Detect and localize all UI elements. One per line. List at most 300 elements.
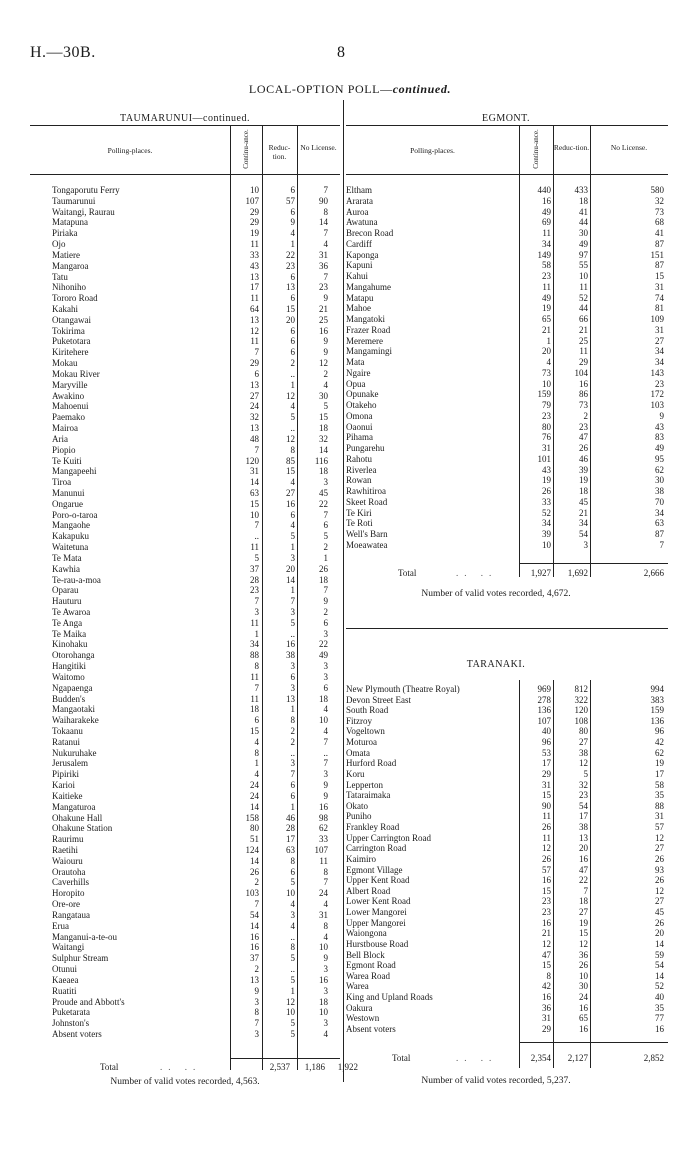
polling-place: Kakahi	[52, 304, 78, 315]
table-row	[52, 813, 340, 823]
polling-place: Hurstbouse Road	[346, 938, 409, 949]
table-row	[346, 508, 668, 518]
reduction-votes: 10	[579, 970, 588, 981]
continuance-votes: 43	[250, 260, 259, 271]
no-license-votes: 580	[650, 185, 664, 195]
no-license-votes: 3	[323, 628, 328, 639]
continuance-votes: 29	[542, 768, 551, 779]
right-head-places: Polling-places.	[410, 146, 455, 155]
polling-place: Te Roti	[346, 518, 373, 529]
polling-place: Rahotu	[346, 453, 372, 464]
polling-place: Kahui	[346, 271, 368, 281]
continuance-votes: 3	[254, 996, 259, 1007]
polling-place: Kapuni	[346, 260, 373, 271]
reduction-votes: 7	[290, 769, 295, 780]
polling-place: Mangaturoa	[52, 801, 96, 812]
table-row	[346, 726, 668, 736]
no-license-votes: 3	[323, 1018, 328, 1029]
table-row	[346, 432, 668, 442]
no-license-votes: 98	[319, 812, 328, 823]
continuance-votes: 29	[250, 358, 259, 369]
continuance-votes: 17	[542, 758, 551, 769]
polling-place: Te Mata	[52, 552, 82, 563]
continuance-votes: 24	[250, 401, 259, 412]
reduction-votes: 4	[290, 920, 295, 931]
reduction-votes: 433	[574, 185, 588, 195]
table-row	[52, 953, 340, 963]
continuance-votes: 11	[250, 693, 259, 704]
no-license-votes: 3	[323, 661, 328, 672]
no-license-votes: 34	[655, 357, 664, 367]
polling-place: Awatuna	[346, 217, 378, 228]
table-row	[52, 358, 340, 368]
reduction-votes: 38	[579, 822, 588, 833]
polling-place: Waiharakeke	[52, 715, 99, 726]
continuance-votes: 96	[542, 737, 551, 748]
polling-place: Mangaotaki	[52, 704, 95, 715]
continuance-votes: 103	[245, 888, 259, 899]
table-row	[346, 950, 668, 960]
continuance-votes: 31	[542, 443, 551, 453]
continuance-votes: 32	[250, 412, 259, 423]
polling-place: Absent voters	[52, 1028, 102, 1039]
reduction-votes: 15	[579, 928, 588, 939]
reduction-votes: 49	[579, 238, 588, 249]
table-row	[346, 411, 668, 421]
polling-place: Te-rau-a-moa	[52, 574, 101, 585]
table-row	[52, 856, 340, 866]
reduction-votes: 30	[579, 981, 588, 992]
reduction-votes: 3	[290, 606, 295, 617]
table-row	[52, 845, 340, 855]
no-license-votes: 7	[323, 585, 328, 596]
polling-place: Waitangi	[52, 942, 85, 953]
no-license-votes: 31	[319, 909, 328, 920]
polling-place: Puniho	[346, 811, 372, 822]
continuance-votes: 14	[250, 801, 259, 812]
reduction-votes: 57	[286, 195, 295, 206]
continuance-votes: 76	[542, 432, 551, 443]
table-row	[346, 907, 668, 917]
no-license-votes: 49	[319, 650, 328, 661]
no-license-votes: 16	[655, 1023, 664, 1034]
polling-place: Mahoe	[346, 303, 371, 314]
continuance-votes: 43	[542, 464, 551, 475]
continuance-votes: 15	[542, 790, 551, 801]
reduction-votes: 21	[579, 324, 588, 335]
reduction-votes: 65	[579, 1013, 588, 1024]
continuance-votes: 53	[542, 747, 551, 758]
left-head-places: Polling-places.	[107, 146, 153, 155]
table-row	[346, 379, 668, 389]
no-license-votes: 143	[650, 367, 664, 378]
polling-place: Fitzroy	[346, 715, 372, 726]
reduction-votes: 5	[290, 877, 295, 888]
continuance-votes: 73	[542, 367, 551, 378]
continuance-votes: 16	[250, 942, 259, 953]
polling-place: Raetihi	[52, 845, 78, 856]
continuance-votes: 21	[542, 928, 551, 939]
no-license-votes: 87	[655, 260, 664, 271]
table-row	[346, 971, 668, 981]
no-license-votes: 18	[319, 996, 328, 1007]
reduction-votes: 23	[579, 790, 588, 801]
polling-place: Albert Road	[346, 885, 391, 896]
no-license-votes: 62	[655, 464, 664, 475]
table-row	[346, 400, 668, 410]
continuance-votes: 48	[250, 433, 259, 444]
polling-place: Sulphur Stream	[52, 953, 109, 964]
head-rule-left	[30, 174, 340, 175]
continuance-votes: 159	[537, 389, 551, 400]
table-row	[346, 303, 668, 313]
table-row	[346, 833, 668, 843]
continuance-votes: 5	[254, 552, 259, 563]
no-license-votes: 6	[323, 682, 328, 693]
table-row	[346, 368, 668, 378]
continuance-votes: 27	[250, 390, 259, 401]
continuance-votes: 120	[245, 455, 259, 466]
reduction-votes: 45	[579, 496, 588, 507]
polling-place: Eltham	[346, 185, 372, 195]
table-row	[52, 282, 340, 292]
table-row	[52, 867, 340, 877]
polling-place: Lower Mangorei	[346, 907, 407, 918]
polling-place: Oakura	[346, 1002, 373, 1013]
reduction-votes: 38	[286, 650, 295, 661]
reduction-votes: 3	[290, 552, 295, 563]
continuance-votes: 23	[542, 907, 551, 918]
no-license-votes: 18	[319, 423, 328, 434]
no-license-votes: 63	[655, 518, 664, 529]
polling-place: Ratanui	[52, 736, 80, 747]
right-head-cont: Continu-ance.	[532, 129, 540, 169]
no-license-votes: 34	[655, 346, 664, 357]
no-license-votes: 26	[655, 875, 664, 886]
left-total-row: Total .. .. 2,537 1,186 1,922	[100, 1062, 358, 1072]
no-license-votes: 6	[323, 617, 328, 628]
table-row	[52, 607, 340, 617]
polling-place: Otorohanga	[52, 650, 95, 661]
polling-place: Cardiff	[346, 238, 372, 249]
no-license-votes: 32	[655, 195, 664, 206]
no-license-votes: 7	[323, 758, 328, 769]
polling-place: Mangamingi	[346, 346, 392, 357]
continuance-votes: 65	[542, 314, 551, 324]
table-row	[346, 443, 668, 453]
continuance-votes: 16	[542, 991, 551, 1002]
polling-place: Opua	[346, 378, 366, 389]
polling-place: Puketarata	[52, 1007, 90, 1018]
no-license-votes: 25	[319, 314, 328, 325]
table-row	[346, 346, 668, 356]
right-section2-title: TARANAKI.	[466, 659, 526, 670]
no-license-votes: 32	[319, 433, 328, 444]
no-license-votes: 83	[655, 432, 664, 443]
continuance-votes: 2	[254, 964, 259, 975]
continuance-votes: 23	[542, 896, 551, 907]
no-license-votes: 10	[319, 715, 328, 726]
continuance-votes: 42	[542, 981, 551, 992]
table-row	[52, 520, 340, 530]
reduction-votes: 12	[286, 433, 295, 444]
table-row	[52, 997, 340, 1007]
reduction-votes: 5	[583, 768, 588, 779]
no-license-votes: 45	[655, 907, 664, 918]
no-license-votes: 2	[323, 542, 328, 553]
polling-place: Mangapeehi	[52, 466, 97, 477]
reduction-votes: 13	[286, 693, 295, 704]
no-license-votes: 68	[655, 217, 664, 228]
reduction-votes: 24	[579, 991, 588, 1002]
table-row	[346, 854, 668, 864]
no-license-votes: 2	[323, 606, 328, 617]
no-license-votes: 15	[319, 412, 328, 423]
continuance-votes: 34	[542, 518, 551, 529]
table-row	[346, 981, 668, 991]
table-row	[346, 239, 668, 249]
table-row	[346, 422, 668, 432]
reduction-votes: 6	[290, 336, 295, 347]
reduction-votes: ..	[290, 964, 295, 975]
table-row	[52, 412, 340, 422]
no-license-votes: 3	[323, 985, 328, 996]
table-row	[346, 389, 668, 399]
polling-place: Frazer Road	[346, 324, 391, 335]
no-license-votes: 8	[323, 866, 328, 877]
table-row	[346, 1024, 668, 1034]
polling-place: Moturoa	[346, 737, 377, 748]
polling-place: Ore-ore	[52, 899, 80, 910]
polling-place: Warea	[346, 981, 369, 992]
no-license-votes: 87	[655, 529, 664, 539]
continuance-votes: 26	[542, 853, 551, 864]
polling-place: Te Maika	[52, 628, 87, 639]
reduction-votes: 3	[583, 539, 588, 550]
no-license-votes: 5	[323, 531, 328, 542]
reduction-votes: 27	[579, 907, 588, 918]
table-row	[52, 499, 340, 509]
no-license-votes: 10	[319, 1007, 328, 1018]
polling-place: Te Kiri	[346, 507, 372, 518]
table-row	[52, 510, 340, 520]
polling-place: Mairoa	[52, 423, 78, 434]
polling-place: Te Awaroa	[52, 606, 91, 617]
continuance-votes: 49	[542, 292, 551, 303]
right-head-nol: No License.	[610, 143, 648, 152]
continuance-votes: 15	[542, 960, 551, 971]
page-title: LOCAL-OPTION POLL—continued.	[248, 82, 452, 96]
polling-place: Kaitieke	[52, 790, 83, 801]
continuance-votes: 24	[250, 790, 259, 801]
polling-place: Matapu	[346, 292, 374, 303]
table-row	[346, 1003, 668, 1013]
continuance-votes: 440	[537, 185, 551, 195]
reduction-votes: 8	[290, 855, 295, 866]
polling-place: Vogeltown	[346, 726, 385, 737]
no-license-votes: 21	[319, 304, 328, 315]
continuance-votes: 11	[542, 811, 551, 822]
no-license-votes: 8	[323, 206, 328, 217]
reduction-votes: 63	[286, 845, 295, 856]
polling-place: Lower Kent Road	[346, 896, 411, 907]
table-row	[52, 380, 340, 390]
polling-place: Ngapaenga	[52, 682, 93, 693]
reduction-votes: 6	[290, 671, 295, 682]
table-row	[52, 553, 340, 563]
reduction-votes: 1	[290, 542, 295, 553]
polling-place: Te Kuiti	[52, 455, 82, 466]
table-row	[346, 811, 668, 821]
polling-place: Mata	[346, 357, 365, 367]
continuance-votes: 23	[542, 410, 551, 421]
polling-place: Upper Carrington Road	[346, 832, 431, 843]
table-row	[52, 672, 340, 682]
continuance-votes: 11	[542, 228, 551, 238]
no-license-votes: 4	[323, 239, 328, 250]
polling-place: Kawhia	[52, 563, 80, 574]
polling-place: New Plymouth (Theatre Royal)	[346, 684, 460, 694]
table-row	[52, 888, 340, 898]
table-row	[52, 217, 340, 227]
reduction-votes: 4	[290, 477, 295, 488]
polling-place: Mahoenui	[52, 401, 89, 412]
polling-place: Waitomo	[52, 671, 85, 682]
reduction-votes: 16	[579, 853, 588, 864]
polling-place: Riverlea	[346, 464, 377, 475]
table-row	[346, 282, 668, 292]
table-row	[52, 531, 340, 541]
no-license-votes: 23	[319, 282, 328, 293]
no-license-votes: 19	[655, 758, 664, 769]
polling-place: Oaonui	[346, 421, 373, 432]
polling-place: Maryville	[52, 379, 88, 390]
continuance-votes: 34	[250, 639, 259, 650]
reduction-votes: 20	[286, 314, 295, 325]
continuance-votes: 16	[542, 195, 551, 206]
polling-place: Westown	[346, 1013, 380, 1024]
continuance-votes: 13	[250, 271, 259, 282]
polling-place: Matiere	[52, 249, 80, 260]
no-license-votes: 7	[323, 185, 328, 195]
table-row	[52, 336, 340, 346]
continuance-votes: 29	[542, 1023, 551, 1034]
reduction-votes: 20	[286, 563, 295, 574]
no-license-votes: 7	[323, 228, 328, 239]
continuance-votes: 8	[254, 747, 259, 758]
polling-place: Ngaire	[346, 367, 371, 378]
left-head-nol: No License.	[300, 143, 337, 152]
polling-place: Auroa	[346, 206, 369, 217]
continuance-votes: 26	[542, 486, 551, 496]
reduction-votes: 20	[579, 843, 588, 854]
reduction-votes: 12	[579, 938, 588, 949]
reduction-votes: 34	[579, 518, 588, 529]
reduction-votes: 6	[290, 790, 295, 801]
polling-place: Johnston's	[52, 1018, 90, 1029]
polling-place: Kaeaea	[52, 974, 79, 985]
polling-place: Pipiriki	[52, 769, 80, 780]
table-row	[346, 497, 668, 507]
reduction-votes: 17	[579, 811, 588, 822]
reduction-votes: 29	[579, 357, 588, 367]
no-license-votes: 3	[323, 769, 328, 780]
table-row	[346, 928, 668, 938]
reduction-votes: 18	[579, 486, 588, 496]
no-license-votes: 57	[655, 822, 664, 833]
continuance-votes: 7	[254, 347, 259, 358]
reduction-votes: 54	[579, 529, 588, 539]
page-number: 8	[337, 44, 345, 61]
continuance-votes: 278	[537, 694, 551, 705]
polling-place: Tokirima	[52, 325, 85, 336]
continuance-votes: 124	[245, 845, 259, 856]
top-rule-right	[346, 125, 668, 126]
no-license-votes: 41	[655, 228, 664, 238]
no-license-votes: 15	[655, 271, 664, 281]
no-license-votes: 40	[655, 991, 664, 1002]
table-row	[52, 769, 340, 779]
reduction-votes: 26	[579, 443, 588, 453]
polling-place: Waiongona	[346, 928, 387, 939]
continuance-votes: 11	[250, 617, 259, 628]
polling-place: Pungarehu	[346, 443, 385, 453]
reduction-votes: 12	[286, 390, 295, 401]
no-license-votes: 107	[314, 845, 328, 856]
reduction-votes: 6	[290, 206, 295, 217]
no-license-votes: 17	[655, 768, 664, 779]
reduction-votes: ..	[290, 747, 295, 758]
reduction-votes: 30	[579, 228, 588, 238]
no-license-votes: 27	[655, 335, 664, 346]
no-license-votes: 9	[323, 790, 328, 801]
polling-place: Kaimiro	[346, 853, 376, 864]
left-valid-votes-note: Number of valid votes recorded, 4,563.	[110, 1077, 260, 1087]
continuance-votes: 19	[542, 303, 551, 314]
table-row	[52, 542, 340, 552]
no-license-votes: 383	[650, 694, 664, 705]
no-license-votes: 31	[655, 324, 664, 335]
table-row	[52, 704, 340, 714]
table-row	[346, 1013, 668, 1023]
continuance-votes: 15	[250, 498, 259, 509]
reduction-votes: 28	[286, 823, 295, 834]
no-license-votes: 77	[655, 1013, 664, 1024]
no-license-votes: 4	[323, 931, 328, 942]
reduction-votes: 6	[290, 347, 295, 358]
reduction-votes: 22	[579, 875, 588, 886]
continuance-votes: 2	[254, 877, 259, 888]
table-row	[52, 326, 340, 336]
table-row	[52, 185, 340, 195]
table-row	[346, 540, 668, 550]
no-license-votes: 27	[655, 843, 664, 854]
reduction-votes: 85	[286, 455, 295, 466]
no-license-votes: 7	[323, 271, 328, 282]
table-row	[346, 790, 668, 800]
polling-place: Tororo Road	[52, 293, 98, 304]
reduction-votes: 11	[579, 346, 588, 357]
continuance-votes: 8	[546, 970, 551, 981]
reduction-votes: 44	[579, 217, 588, 228]
polling-place: Matapuna	[52, 217, 88, 228]
polling-place: Frankley Road	[346, 822, 400, 833]
no-license-votes: 16	[319, 801, 328, 812]
reduction-votes: 55	[579, 260, 588, 271]
no-license-votes: 10	[319, 942, 328, 953]
no-license-votes: 95	[655, 453, 664, 464]
polling-place: Omona	[346, 410, 373, 421]
